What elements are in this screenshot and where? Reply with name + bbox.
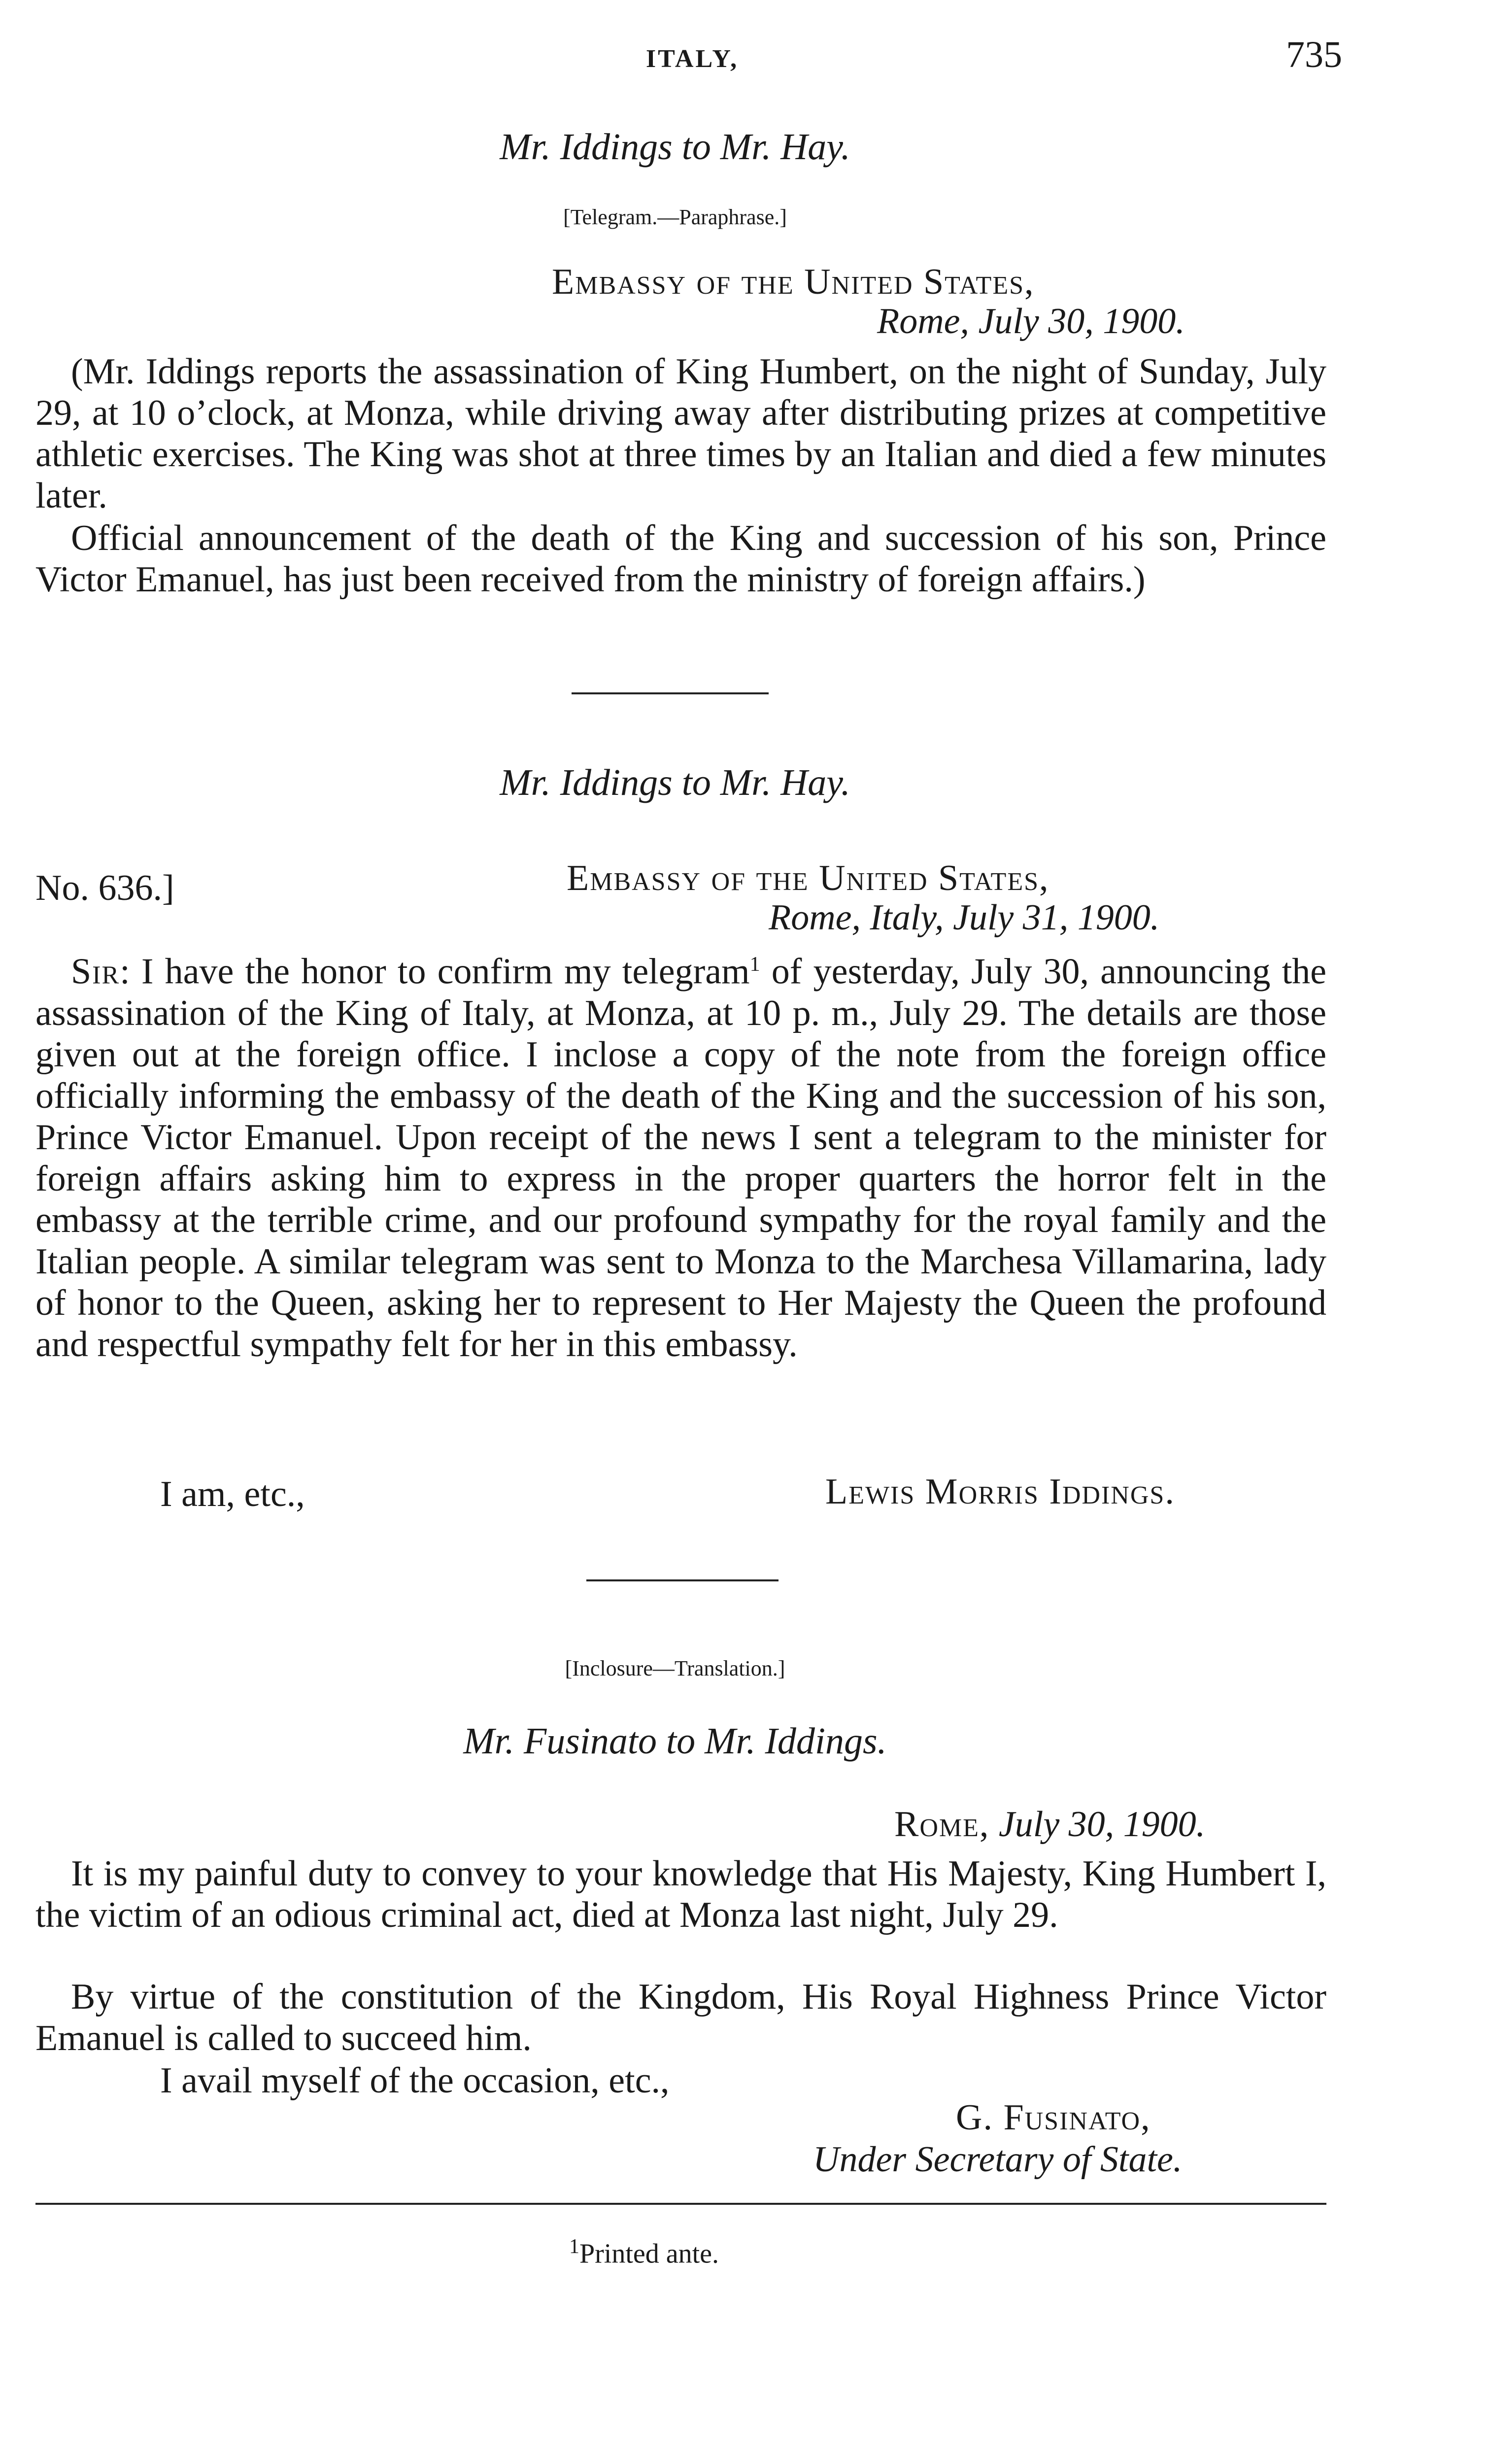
section2-origin: Embassy of the United States, <box>567 858 1050 898</box>
section1-note: [Telegram.—Paraphrase.] <box>563 205 787 229</box>
despatch-number: No. 636.] <box>35 868 174 908</box>
section-divider <box>572 692 769 694</box>
section3-paragraph-2: By virtue of the constitution of the Kingdom, His Royal Highness Prince Victor Emanuel is called to succeed him. <box>35 1977 1326 2058</box>
section3-paragraph-1: It is my painful duty to convey to your knowledge that His Majesty, King Humbert I, the victim of an odious criminal act, died at Monza last night, July 29. <box>35 1853 1326 1935</box>
section2-place-date: Rome, Italy, July 31, 1900. <box>769 897 1160 938</box>
footnote-mark: 1 <box>569 2235 579 2258</box>
section-divider <box>586 1579 779 1581</box>
section2-closing: I am, etc., <box>160 1474 305 1514</box>
section1-heading: Mr. Iddings to Mr. Hay. <box>500 126 850 168</box>
section2-signature: Lewis Morris Iddings. <box>825 1472 1175 1512</box>
running-head: ITALY, <box>645 45 739 73</box>
salutation: Sir <box>71 951 120 992</box>
section2-body <box>35 944 1326 1365</box>
body-part-1: : I have the honor to confirm my telegram <box>120 951 750 992</box>
page-number: 735 <box>1286 34 1342 75</box>
footnote-rule <box>35 2203 1326 2205</box>
section1-origin: Embassy of the United States, <box>552 262 1035 302</box>
place-city: Rome, <box>894 1804 990 1845</box>
section3-place-date <box>894 1804 1205 1846</box>
place-date: July 30, 1900. <box>998 1804 1206 1845</box>
section3-note: [Inclosure—Translation.] <box>565 1656 785 1680</box>
footnote-reference: 1 <box>749 953 760 976</box>
section1-place-date: Rome, July 30, 1900. <box>877 301 1185 342</box>
section3-heading: Mr. Fusinato to Mr. Iddings. <box>463 1720 887 1762</box>
body-part-2: of yesterday, July 30, announcing the assassination of the King of Italy, at Monza, at 10 p. m., July 29. The details are those given out at the foreign office. I inclose a copy of the note from the foreign office officially informing the embassy of the death of the King and the succession of his son, Prince Victor Emanuel. Upon receipt of the news I sent a telegram to the minister for foreign affairs asking him to express in the proper quarters the horror felt in the embassy at the terrible crime, and our profound sympathy for the royal family and the Italian people. A similar telegram was sent to Monza to the Marchesa Villamarina, lady of honor to the Queen, asking her to represent to Her Majesty the Queen the profound and respectful sympathy felt for her in this embassy. <box>35 951 1326 1365</box>
section1-paragraph-1: (Mr. Iddings reports the assassination of King Humbert, on the night of Sunday, July 29, at 10 o’clock, at Monza, while driving away after distributing prizes at competitive athletic exercises. The King was shot at three times by an Italian and died a few minutes later. <box>35 351 1326 516</box>
section1-paragraph-2: Official announcement of the death of the King and succession of his son, Prince Victor Emanuel, has just been received from the ministry of foreign affairs.) <box>35 518 1326 600</box>
footnote <box>569 2235 719 2270</box>
section3-signatory-title: Under Secretary of State. <box>813 2139 1183 2180</box>
section3-signature: G. Fusinato, <box>956 2097 1151 2138</box>
section3-closing: I avail myself of the occasion, etc., <box>160 2060 670 2101</box>
footnote-text: Printed ante. <box>579 2238 719 2269</box>
section2-heading: Mr. Iddings to Mr. Hay. <box>500 762 850 803</box>
